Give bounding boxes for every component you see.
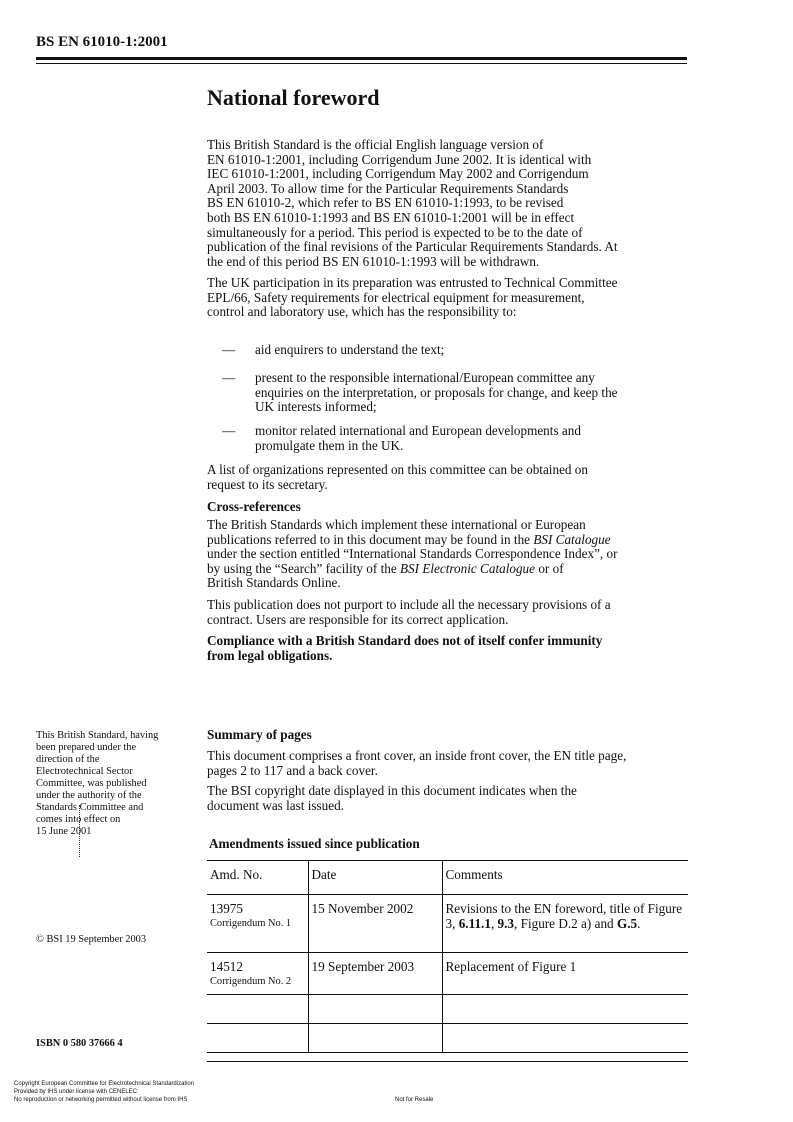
text-line: Electrotechnical Sector: [36, 766, 133, 777]
page-title: National foreword: [207, 85, 380, 110]
table-row-empty: [207, 995, 688, 1024]
publication-note: [36, 730, 196, 838]
table-row: [207, 953, 688, 995]
disclaimer-paragraph: [207, 598, 689, 627]
text-line: aid enquirers to understand the text;: [255, 342, 445, 357]
text-line: monitor related international and European developments and: [255, 423, 581, 438]
bsi-electronic-catalogue-ref: BSI Electronic Catalogue: [399, 560, 536, 576]
empty-cell: [207, 1024, 308, 1053]
amd-no-cell: [207, 953, 308, 995]
not-for-resale-notice: Not for Resale: [395, 1097, 434, 1103]
summary-paragraph-1: [207, 749, 689, 778]
copyright-notice: © BSI 19 September 2003: [36, 934, 147, 945]
text-line: under the authority of the: [36, 790, 142, 801]
text-line: This document comprises a front cover, an inside front cover, the EN title page,: [207, 748, 627, 763]
dash-bullet: —: [222, 370, 236, 385]
header-rule-thin: [36, 63, 687, 64]
text-line: direction of the: [36, 754, 100, 765]
amd-number: 13975: [210, 901, 243, 916]
text-line: enquiries on the interpretation, or proposals for change, and keep the: [255, 384, 618, 400]
text-line: comes into effect on: [36, 814, 121, 825]
table-bottom-rule: [207, 1061, 688, 1062]
amd-no-cell: [207, 895, 308, 953]
text-line: request to its secretary.: [207, 476, 328, 492]
intro-paragraph-1: [207, 138, 689, 269]
text-line: No reproduction or networking permitted without license from IHS: [14, 1097, 188, 1103]
text-line: from legal obligations.: [207, 647, 333, 663]
comments-cell: Revisions to the EN foreword, title of Figure 3, 6.11.1, 9.3, Figure D.2 a) and G.5.: [442, 895, 688, 953]
text-line: publications referred to in this document may be found in the BSI Catalogue: [207, 531, 611, 547]
text-line: UK interests informed;: [255, 399, 377, 415]
amendments-table: [207, 860, 688, 1053]
text-line: promulgate them in the UK.: [255, 437, 404, 453]
text-line: Standards Committee and: [36, 802, 144, 813]
text-line: The UK participation in its preparation was entrusted to Technical Committee: [207, 275, 618, 290]
dash-bullet: —: [222, 423, 236, 438]
text-line: Committee, was published: [36, 778, 147, 789]
text-line: The British Standards which implement these international or European: [207, 517, 586, 532]
compliance-statement: [207, 634, 689, 663]
empty-cell: [308, 1024, 442, 1053]
text-line: both BS EN 61010-1:1993 and BS EN 61010-1:2001 will be in effect: [207, 209, 575, 225]
text-line: April 2003. To allow time for the Particular Requirements Standards: [207, 180, 569, 196]
text-line: BS EN 61010-2, which refer to BS EN 61010-1:1993, to be revised: [207, 195, 564, 211]
text-line: control and laboratory use, which has the responsibility to:: [207, 304, 517, 320]
cross-references-heading: Cross-references: [207, 499, 301, 514]
amd-number: 14512: [210, 959, 243, 974]
text-line: EN 61010-1:2001, including Corrigendum June 2002. It is identical with: [207, 151, 592, 167]
dotted-divider: [79, 805, 80, 857]
text-line: The BSI copyright date displayed in this document indicates when the: [207, 783, 577, 798]
intro-paragraph-3: [207, 463, 689, 492]
column-header-comments: Comments: [442, 861, 688, 895]
text-line: present to the responsible international/European committee any: [255, 370, 595, 385]
isbn: ISBN 0 580 37666 4: [36, 1038, 123, 1049]
text-line: This publication does not purport to include all the necessary provisions of a: [207, 597, 611, 612]
empty-cell: [442, 995, 688, 1024]
text-line: publication of the final revisions of the Particular Requirements Standards. At: [207, 239, 618, 255]
table-row: [207, 895, 688, 953]
text-line: British Standards Online.: [207, 575, 341, 591]
text-line: been prepared under the: [36, 742, 137, 753]
cross-references-paragraph: [207, 518, 689, 591]
text-line: by using the “Search” facility of the BSI Electronic Catalogue or of: [207, 560, 564, 576]
text-line: pages 2 to 117 and a back cover.: [207, 762, 378, 778]
text-line: the end of this period BS EN 61010-1:1993 will be withdrawn.: [207, 253, 540, 269]
corrigendum-label: Corrigendum No. 1: [210, 917, 292, 929]
amendments-heading: Amendments issued since publication: [209, 836, 420, 851]
text-line: EPL/66, Safety requirements for electrical equipment for measurement,: [207, 289, 585, 305]
empty-cell: [442, 1024, 688, 1053]
intro-paragraph-2: [207, 276, 689, 320]
text-line: Copyright European Committee for Electrotechnical Standardization: [14, 1081, 195, 1087]
summary-paragraph-2: [207, 784, 689, 813]
empty-cell: [207, 995, 308, 1024]
date-cell: 15 November 2002: [308, 895, 442, 953]
dash-bullet: —: [222, 342, 236, 357]
license-footer: [14, 1080, 194, 1104]
bsi-catalogue-ref: BSI Catalogue: [533, 531, 611, 547]
summary-heading: Summary of pages: [207, 727, 312, 742]
text-line: document was last issued.: [207, 797, 344, 813]
column-header-date: Date: [308, 861, 442, 895]
table-row-empty: [207, 1024, 688, 1053]
date-cell: 19 September 2003: [308, 953, 442, 995]
list-item: [222, 371, 684, 417]
list-item: [222, 424, 684, 454]
text-line: contract. Users are responsible for its correct application.: [207, 611, 509, 627]
text-line: This British Standard, having: [36, 730, 159, 741]
document-id: BS EN 61010-1:2001: [36, 34, 168, 50]
text-line: This British Standard is the official English language version of: [207, 137, 544, 152]
comments-cell: Replacement of Figure 1: [442, 953, 688, 995]
text-line: A list of organizations represented on this committee can be obtained on: [207, 462, 588, 477]
text-line: 15 June 2001: [36, 826, 92, 837]
list-item: [222, 343, 684, 359]
text-line: simultaneously for a period. This period is expected to be to the date of: [207, 224, 583, 240]
text-line: under the section entitled “International Standards Correspondence Index”, or: [207, 546, 618, 562]
text-line: Provided by IHS under license with CENELEC: [14, 1089, 138, 1095]
corrigendum-label: Corrigendum No. 2: [210, 975, 292, 987]
text-line: Compliance with a British Standard does not of itself confer immunity: [207, 633, 603, 648]
table-header-row: [207, 861, 688, 895]
column-header-amd-no: Amd. No.: [207, 861, 308, 895]
header-rule-thick: [36, 57, 687, 60]
empty-cell: [308, 995, 442, 1024]
text-line: IEC 61010-1:2001, including Corrigendum May 2002 and Corrigendum: [207, 166, 589, 182]
